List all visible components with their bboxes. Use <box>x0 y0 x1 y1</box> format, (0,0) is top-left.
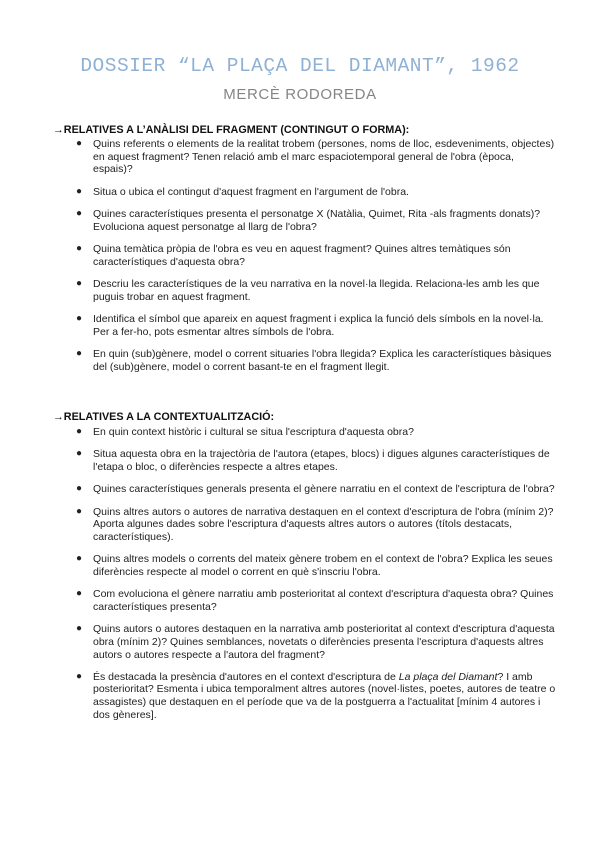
list-item <box>0 313 600 338</box>
question-text: En quin (sub)gènere, model o corrent situaries l'obra llegida? Explica les característiques bàsiques del (sub)gènere, model o corrent basant-te en el fragment llegit. <box>93 347 552 373</box>
list-item <box>0 506 600 544</box>
list-item <box>0 553 600 578</box>
question-text-part: ? I amb posterioritat? Esmenta i ubica temporalment altres autores (novel·listes, poetes, autores de teatre o assagistes) que destaquen en el període que va de la postguerra a l'actualitat [mínim 4 autores i dos gèneres]. <box>93 670 556 721</box>
bullet-icon: ● <box>76 312 83 324</box>
question-text: Quins autors o autores destaquen en la narrativa amb posterioritat al context d'escriptura d'aquesta obra (mínim 2)? Quines semblances, novetats o diferències presenta l'escriptura d'aquests altres autors o autores respecte a l'autora del fragment? <box>93 623 555 661</box>
bullet-icon: ● <box>76 670 83 682</box>
list-item <box>0 186 600 199</box>
section-heading-analysis: →RELATIVES A L’ANÀLISI DEL FRAGMENT (CONTINGUT O FORMA): <box>53 124 410 136</box>
question-text-part: És destacada la presència d'autores en el context d'escriptura de <box>93 670 399 683</box>
list-item <box>0 483 600 496</box>
question-text: Situa o ubica el contingut d'aquest fragment en l'argument de l'obra. <box>93 185 409 198</box>
bullet-icon: ● <box>76 207 83 219</box>
list-item <box>0 278 600 303</box>
list-item <box>0 671 600 721</box>
bullet-icon: ● <box>76 138 83 149</box>
question-text: Quines característiques generals presenta el gènere narratiu en el context de l'escriptura de l'obra? <box>93 483 555 496</box>
question-text: Quins altres autors o autores de narrativa destaquen en el context d'escriptura de l'obra (mínim 2)? Aporta algunes dades sobre l'escriptura d'aquests altres autors o autores (títols destacats, característiques). <box>93 505 554 543</box>
bullet-icon: ● <box>76 426 83 437</box>
bullet-icon: ● <box>76 185 83 197</box>
author-name: MERCÈ RODOREDA <box>223 86 377 103</box>
list-item <box>0 243 600 268</box>
bullet-icon: ● <box>76 448 83 460</box>
question-text: Com evoluciona el gènere narratiu amb posterioritat al context d'escriptura d'aquesta obra? Quines característiques presenta? <box>93 588 554 613</box>
context-question-list <box>0 426 600 731</box>
bullet-icon: ● <box>76 483 83 495</box>
list-item <box>0 426 600 439</box>
document-title: DOSSIER “LA PLAÇA DEL DIAMANT”, 1962 <box>80 55 520 77</box>
list-item <box>0 588 600 613</box>
section-heading-context: →RELATIVES A LA CONTEXTUALITZACIÓ: <box>53 411 275 423</box>
question-text: Quines característiques presenta el personatge X (Natàlia, Quimet, Rita -als fragments donats)? Evoluciona aquest personatge al llarg de l'obra? <box>93 207 541 233</box>
list-item <box>0 208 600 233</box>
list-item <box>0 448 600 473</box>
bullet-icon: ● <box>76 588 83 600</box>
bullet-icon: ● <box>76 277 83 289</box>
analysis-question-list <box>0 138 600 383</box>
question-text: Quina temàtica pròpia de l'obra es veu en aquest fragment? Quines altres temàtiques són característiques d'aquesta obra? <box>93 242 511 268</box>
bullet-icon: ● <box>76 623 83 635</box>
bullet-icon: ● <box>76 242 83 254</box>
list-item <box>0 348 600 373</box>
question-text: Identifica el símbol que apareix en aquest fragment i explica la funció dels símbols en la novel·la. Per a fer-ho, pots esmentar altres símbols de l'obra. <box>93 312 544 338</box>
question-text: Descriu les característiques de la veu narrativa en la novel·la llegida. Relaciona-les amb les que puguis trobar en aquest fragment. <box>93 277 540 303</box>
question-text: En quin context històric i cultural se situa l'escriptura d'aquesta obra? <box>93 426 414 438</box>
list-item <box>0 623 600 661</box>
bullet-icon: ● <box>76 347 83 359</box>
question-text <box>93 671 555 721</box>
question-text: Quins altres models o corrents del mateix gènere trobem en el context de l'obra? Explica les seues diferències respecte al model o corrent en què s'inscriu l'obra. <box>93 553 553 578</box>
book-title: La plaça del Diamant <box>398 670 498 683</box>
bullet-icon: ● <box>76 553 83 565</box>
bullet-icon: ● <box>76 505 83 517</box>
question-text: Situa aquesta obra en la trajectòria de l'autora (etapes, blocs) i digues algunes característiques de l'etapa o bloc, o diferències respecte a altres etapes. <box>93 448 550 473</box>
list-item <box>0 138 600 176</box>
question-text: Quins referents o elements de la realitat trobem (persones, noms de lloc, esdeveniments, objectes) en aquest fragment? Tenen relació amb el marc espaciotemporal general de l'obra (època, espais)? <box>93 138 555 176</box>
